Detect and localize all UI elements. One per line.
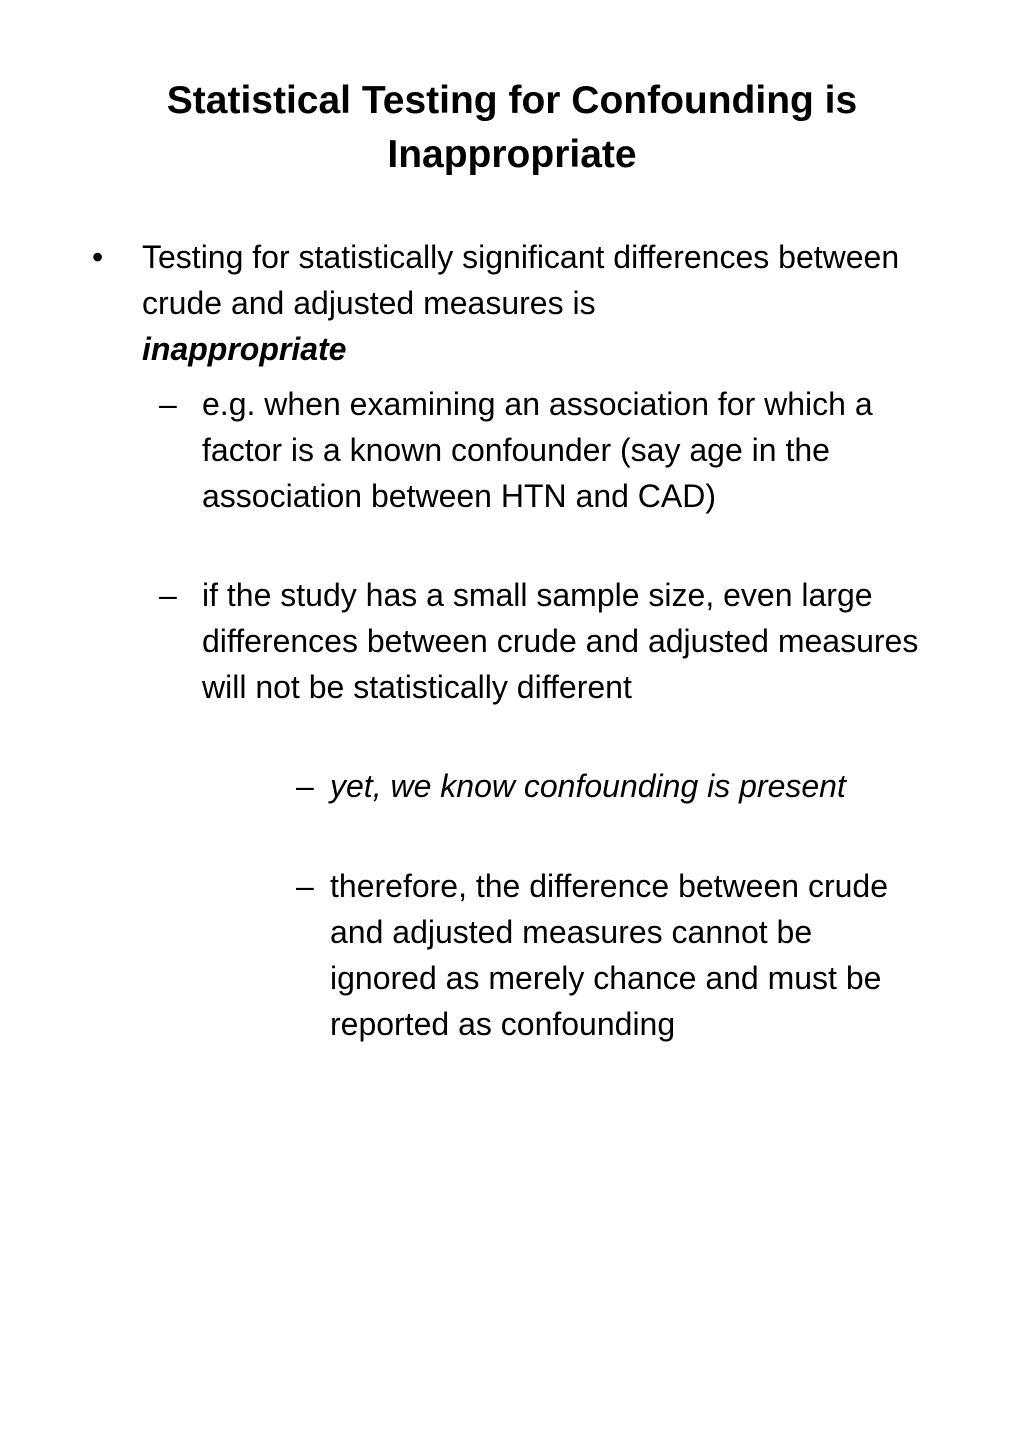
sub-sub-bullet-yet: [296, 763, 890, 809]
bullet-emphasis: inappropriate: [142, 331, 347, 367]
slide-title: [60, 74, 964, 182]
sub-sub-bullet-marker: –: [296, 768, 314, 804]
sub-sub-bullet-text: yet, we know confounding is present: [330, 768, 846, 804]
bullet-text: Testing for statistically significant differences between crude and adjusted measures is: [142, 239, 900, 321]
sub-bullet-sample-size: [159, 572, 932, 710]
sub-bullet-marker: –: [159, 577, 177, 613]
slide-title-line-1: Statistical Testing for Confounding is: [166, 79, 858, 122]
sub-sub-bullet-therefore: [296, 863, 910, 1047]
sub-bullet-text: e.g. when examining an association for which a factor is a known confounder (say age in the association between HTN and CAD): [202, 386, 873, 514]
sub-bullet-text: if the study has a small sample size, even large differences between crude and adjusted measures will not be statistically different: [202, 577, 919, 705]
sub-bullet-example: [159, 381, 932, 519]
bullet-item-testing: [92, 234, 932, 372]
sub-sub-bullet-marker: –: [296, 868, 314, 904]
slide-title-line-2: Inappropriate: [387, 133, 637, 176]
sub-bullet-marker: –: [159, 386, 177, 422]
bullet-marker: •: [92, 239, 104, 275]
sub-sub-bullet-text: therefore, the difference between crude and adjusted measures cannot be ignored as merely chance and must be reported as confounding: [330, 868, 888, 1042]
